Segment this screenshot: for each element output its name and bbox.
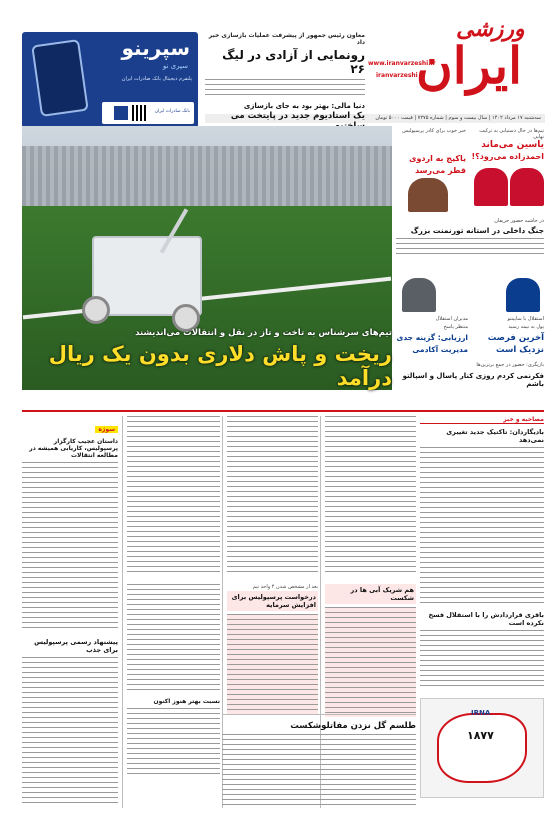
top-headlines: [205, 32, 365, 121]
item4-headline-b[interactable]: نزدیک است: [496, 345, 544, 355]
caption-headline[interactable]: ریخت و پاش دلاری بدون یک ریال درآمد: [48, 342, 392, 390]
headline-mid2[interactable]: درخواست پرسپولیس برای افزایش سرمایه: [227, 591, 318, 611]
issue-line: سه‌شنبه ۱۷ مرداد ۱۴۰۲ | سال بیست و سوم | شماره ۷۲۷۵ | قیمت ۵۰۰۰ تومان: [205, 114, 545, 123]
headline-2[interactable]: یک استادیوم جدید در پایتخت می: [230, 111, 365, 121]
item3-kicker: در حاشیه حضور حریفان: [494, 218, 544, 224]
ad-brand-sub: سپری نو: [162, 62, 188, 70]
headline-mid3[interactable]: طلسم گل نزدن مفاتلوشکست: [290, 721, 416, 731]
headline-mid4[interactable]: نسبت بهتر هنوز اکنون: [153, 698, 220, 705]
ad-brand: سپرینو: [121, 36, 190, 60]
body-lines: [205, 79, 365, 99]
manager-photo: [402, 278, 436, 312]
item5-headline-a[interactable]: ارزیابی: گزینه جدی: [396, 333, 468, 342]
body-lines: [127, 708, 220, 778]
player-photo: [510, 168, 544, 206]
headline-left1[interactable]: داستان عجیب کارگزار پرسپولیس، کاریابی همیشه در مطالعه انتقالات: [29, 438, 118, 459]
player-photo: [506, 278, 540, 312]
item5-kicker-a: مدیران استقلال: [435, 316, 468, 322]
item1-headline-b[interactable]: احمدزاده می‌رود؟!: [471, 152, 544, 161]
item2-kicker: خبر خوب برای کادر پرسپولیس: [402, 128, 466, 134]
section-divider: [22, 410, 544, 412]
body-lines: [325, 607, 416, 717]
item5-headline-b[interactable]: مدیریت آکادمی: [412, 345, 468, 354]
ad-banner[interactable]: [22, 32, 198, 128]
player-photo: [474, 168, 508, 206]
headline-right2[interactable]: باقری قراردادش را با استقلال فسخ نکرده است: [428, 611, 544, 627]
headline-left2[interactable]: پیشنهاد رسمی پرسپولیس برای جذب: [34, 638, 118, 654]
headline-right[interactable]: بادیگاردان: تاکتیک جدید تغییری نمی‌دهد: [446, 428, 544, 444]
body-lines: [420, 630, 544, 690]
caption-kicker: تیم‌های سرشناس به تاخت و تاز در نقل و انتقالات می‌اندیشند: [135, 328, 392, 338]
marker-wheel-icon: [82, 296, 110, 324]
item1-kicker: تیم‌ها در حال دستیابی به ترکیب نهایی: [479, 128, 544, 140]
logo-sub: ورزشی: [456, 16, 525, 42]
irna-label: IRNA: [471, 709, 491, 717]
bottom-left-column: [22, 416, 118, 808]
ad-bank: بانک صادرات ایران: [154, 109, 190, 114]
website[interactable]: www.iranvarzeshi.ir: [368, 60, 436, 67]
bank-logo-icon: [114, 106, 128, 120]
bottom-right-column: [420, 416, 544, 808]
qr-icon: [132, 105, 148, 121]
item4-kicker-a: استقلال با ساپینتو: [507, 316, 544, 322]
map-shape-icon: [437, 713, 527, 783]
item4-headline-a[interactable]: آخرین فرصت: [487, 333, 544, 343]
headline-mid3-block: [222, 714, 416, 808]
body-lines: [227, 416, 318, 576]
logo-main: ایران: [416, 36, 523, 95]
bottom-col-4: [122, 416, 220, 808]
item6-headline[interactable]: فکرنمی کردم روزی کنار پاسال و اسپالتو باشم: [402, 372, 544, 388]
item2-headline-a[interactable]: یاکیج به اردوی: [409, 154, 466, 163]
headline-1[interactable]: رونمایی از آزادی در لیگ ۲۶: [222, 48, 365, 76]
body-lines: [22, 462, 118, 632]
body-lines: [127, 416, 220, 576]
body-lines: [127, 584, 220, 694]
headline-mid1[interactable]: هم شریک آبی ها در شکست: [325, 584, 416, 604]
body-lines: [22, 657, 118, 807]
social-handle[interactable]: iranvarzeshi: [376, 72, 418, 79]
small-label: سوژه: [95, 426, 118, 433]
coach-photo: [408, 178, 448, 212]
kicker-mid2: بعد از مشخص شدن ۴ واحد تیم: [252, 584, 318, 590]
ad-footer: [102, 102, 194, 124]
iran-map: [420, 698, 544, 798]
photo-stands: [22, 146, 392, 206]
item2-headline-b[interactable]: قطر می‌رسد: [415, 166, 466, 175]
item5-kicker-b: منتظر پاسخ: [443, 324, 468, 330]
section-label: مصاحبه و خبر: [420, 416, 544, 424]
body-lines: [222, 734, 416, 806]
photo-caption: [22, 328, 402, 390]
item3-headline[interactable]: جنگ داخلی در استانه تورنمنت بزرگ: [410, 226, 544, 235]
kicker-1: معاون رئیس جمهور از پیشرفت عملیات بازسازی خبر داد: [208, 32, 365, 46]
right-column: [396, 128, 544, 390]
masthead: [368, 14, 544, 114]
irna-code: ۱۸۷۷: [467, 729, 494, 742]
item6-kicker: بازیگری: حضور در جمع برترین‌ها: [476, 362, 544, 368]
item3-body: [396, 238, 544, 254]
ad-tagline: پلتفرم دیجیتال بانک صادرات ایران: [121, 76, 192, 82]
body-lines: [420, 447, 544, 607]
item1-headline-a[interactable]: یاسین می‌ماند: [481, 140, 544, 150]
kicker-2: دنیا مالی: بهتر بود به جای بازسازی: [243, 102, 365, 110]
body-lines: [325, 416, 416, 576]
phone-illustration: [31, 39, 89, 117]
item4-kicker-b: پول به نیمه رسید: [508, 324, 544, 330]
body-lines: [227, 614, 318, 714]
